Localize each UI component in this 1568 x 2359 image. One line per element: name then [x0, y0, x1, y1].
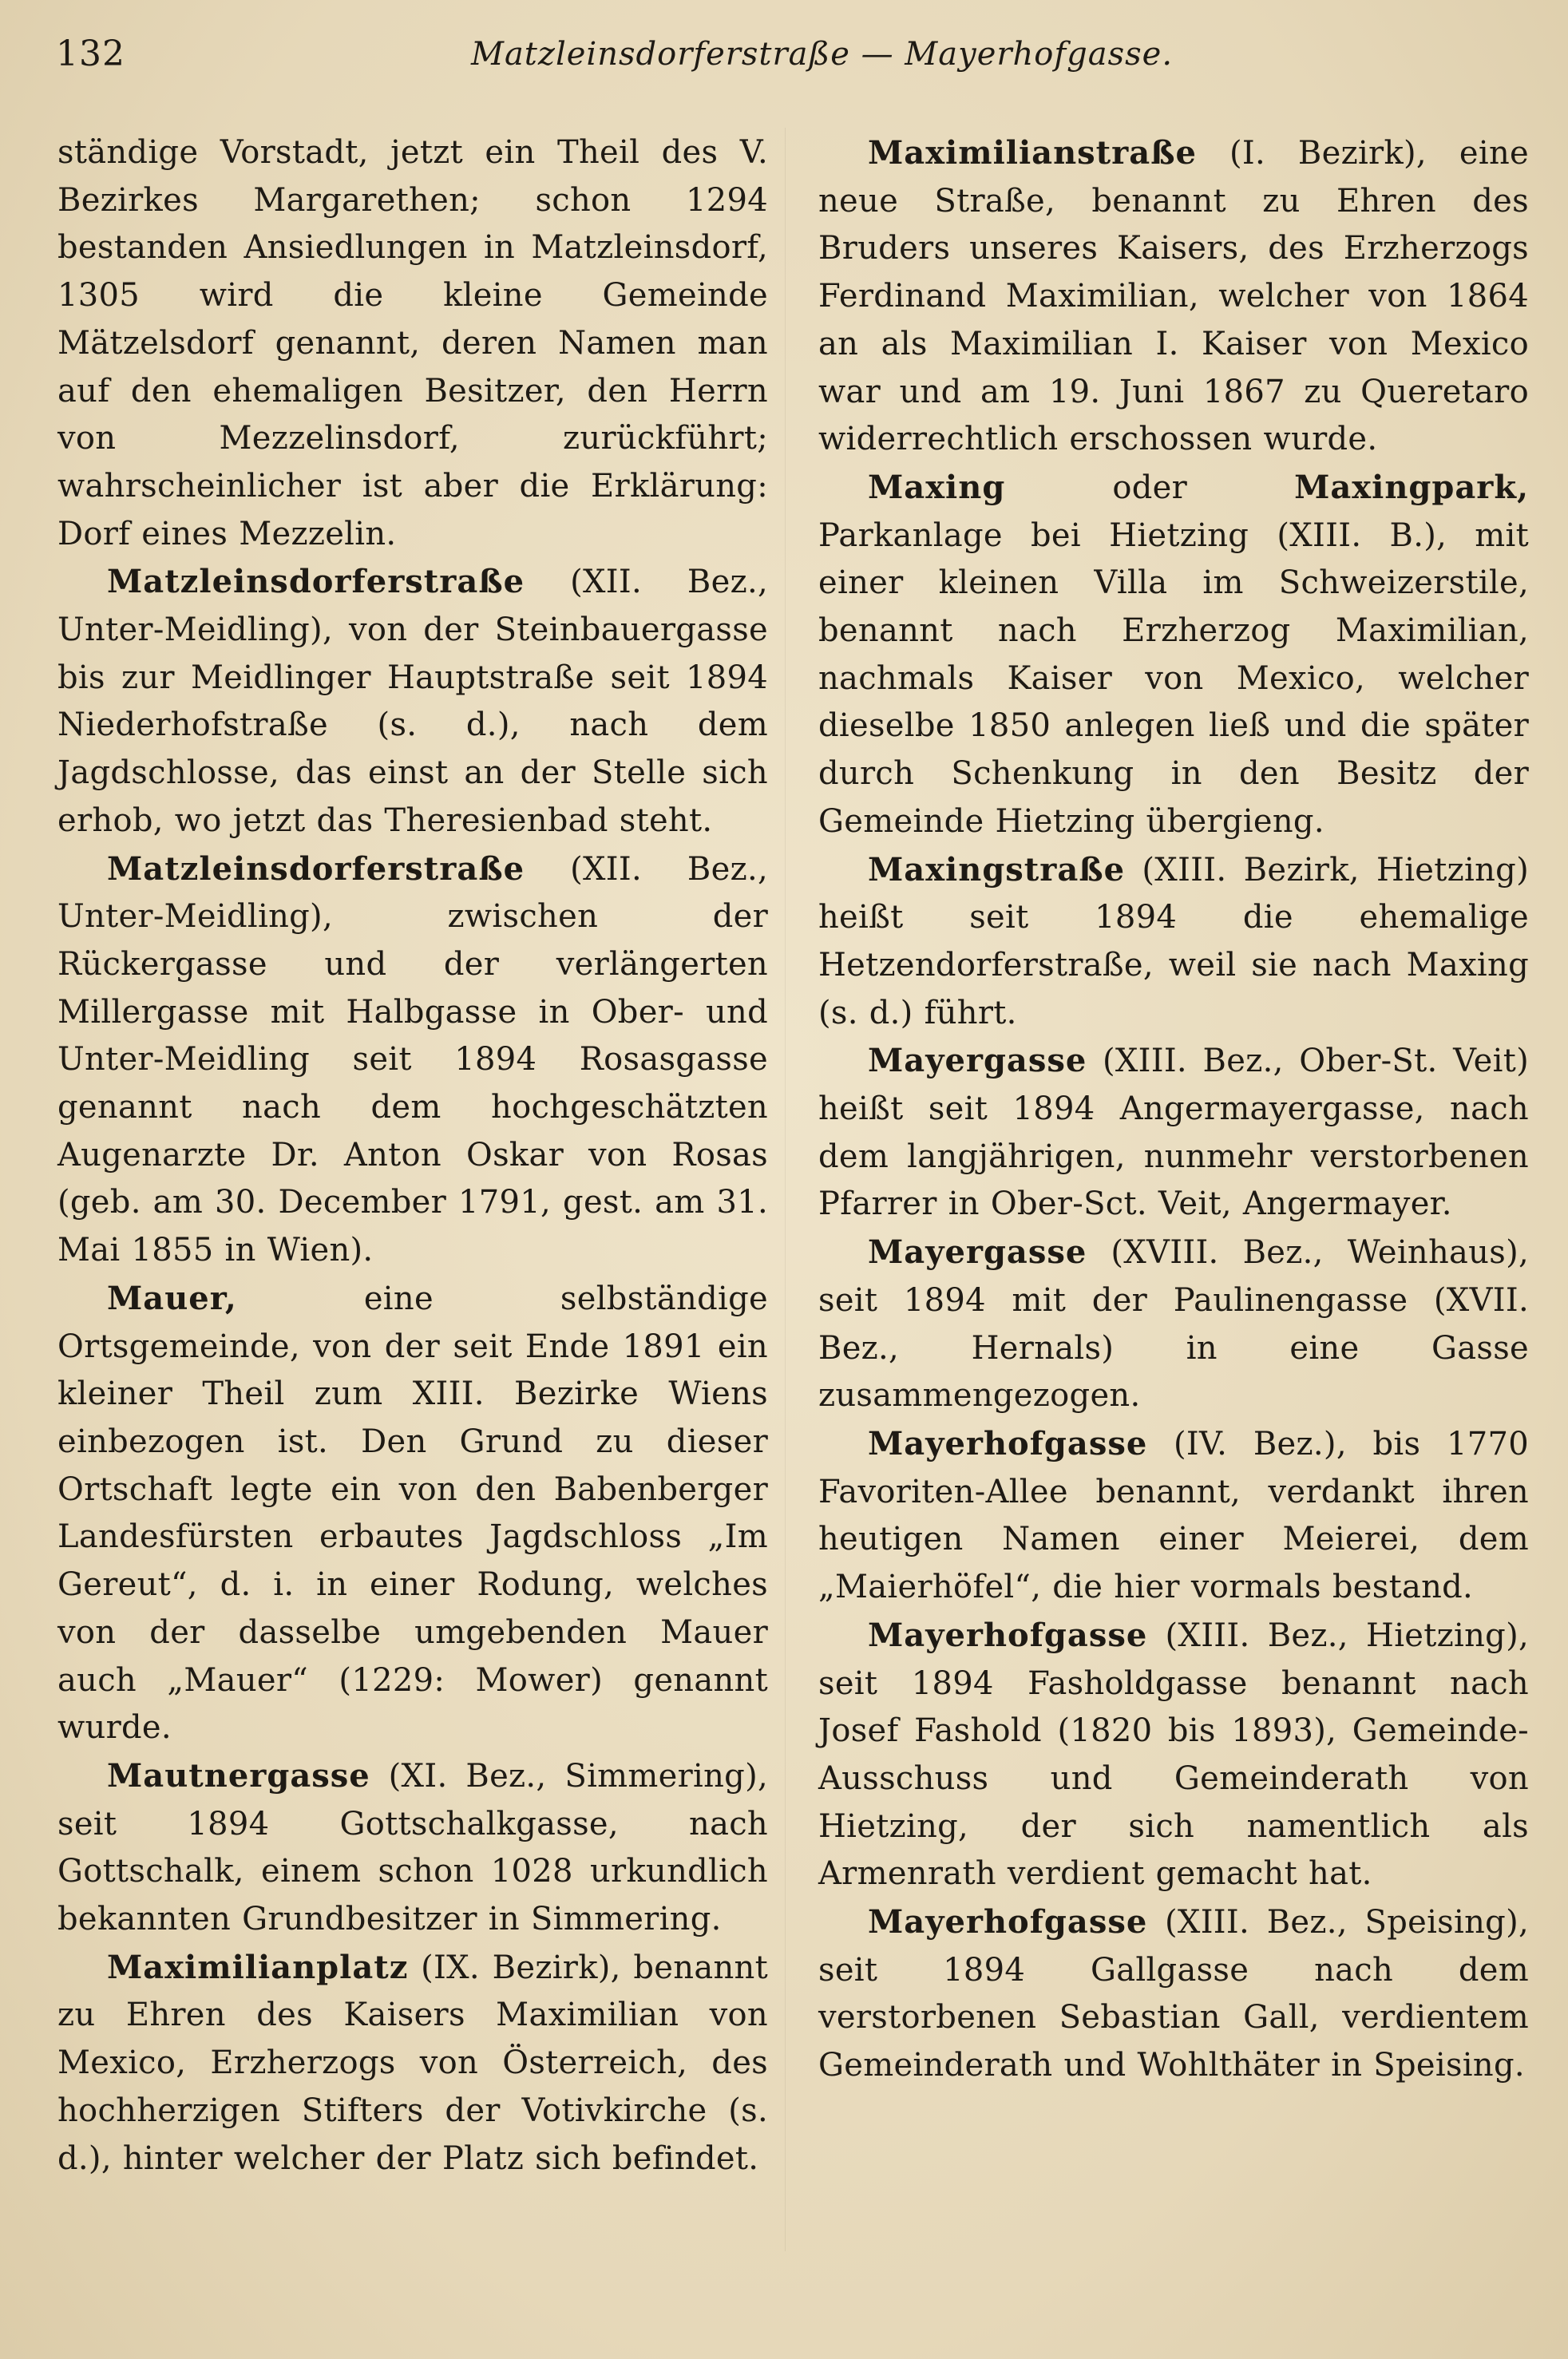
entry-lemma: Mayerhofgasse — [868, 1616, 1148, 1654]
entry-lemma: Mauer, — [107, 1279, 237, 1317]
entry-lemma: Matzleinsdorferstraße — [107, 849, 525, 888]
entry-lemma: Matzleinsdorferstraße — [107, 563, 525, 601]
entry-text: (I. Bezirk), eine neue Straße, benannt zu Ehren des Bruders unseres Kaisers, des Erzherzogs Ferdinand Maximilian, welcher von 1864 an als Maximilian I. Kaiser von Mexico war und am 19. Juni 1867 zu Queretaro widerrechtlich erschossen wurde. — [818, 135, 1529, 458]
dictionary-entry — [57, 845, 768, 1275]
entry-text: (XII. Bez., Unter-Meidling), zwischen der Rückergasse und der verlängerten Millergasse mit Halbgasse in Ober- und Unter-Meidling seit 1894 Rosasgasse genannt nach dem hochgeschätzten Augenarzte Dr. Anton Oskar von Rosas (geb. am 30. December 1791, gest. am 31. Mai 1855 in Wien). — [57, 850, 768, 1269]
right-column — [818, 129, 1529, 2090]
dictionary-entry — [818, 1898, 1529, 2090]
entry-lemma: Mayerhofgasse — [868, 1424, 1148, 1463]
left-column — [57, 129, 768, 2183]
entry-lemma: Maxingstraße — [868, 850, 1126, 889]
entry-lemma: Mayergasse — [868, 1042, 1087, 1080]
entry-lemma: Maximilianstraße — [868, 134, 1197, 172]
dictionary-entry — [57, 558, 768, 845]
dictionary-entry — [818, 1612, 1529, 1898]
entry-text: (XI. Bez., Simmering), seit 1894 Gottschalkgasse, nach Gottschalk, einem schon 1028 urkundlich bekannten Grundbesitzer in Simmering. — [57, 1757, 768, 1938]
entry-lemma-secondary: Maxingpark, — [1294, 468, 1529, 506]
entry-text: (XIII. Bez., Hietzing), seit 1894 Fasholdgasse benannt nach Josef Fashold (1820 bis 1893), Gemeinde-Ausschuss und Gemeinderath von Hietzing, der sich namentlich als Armenrath verdient gemacht hat. — [818, 1617, 1529, 1893]
dictionary-entry — [57, 1944, 768, 2183]
dictionary-entry — [818, 464, 1529, 846]
entry-text: (XVIII. Bez., Weinhaus), seit 1894 mit der Paulinengasse (XVII. Bez., Hernals) in eine Gasse zusammengezogen. — [818, 1234, 1529, 1415]
dictionary-entry — [57, 1275, 768, 1752]
entry-text: ständige Vorstadt, jetzt ein Theil des V. Bezirkes Margarethen; schon 1294 bestanden Ansiedlungen in Matzleinsdorf, 1305 wird die kleine Gemeinde Mätzelsdorf genannt, deren Namen man auf den ehemaligen Besitzer, den Herrn von Mezzelinsdorf, zurückführt; wahrscheinlicher ist aber die Erklärung: Dorf eines Mezzelin. — [57, 134, 768, 552]
dictionary-entry — [818, 1229, 1529, 1420]
entry-lemma: Maximilianplatz — [107, 1948, 409, 1986]
entry-lemma: Mayerhofgasse — [868, 1903, 1148, 1941]
entry-lemma: Mayergasse — [868, 1233, 1087, 1272]
page-header — [56, 30, 1525, 86]
page-number: 132 — [56, 34, 125, 74]
dictionary-entry — [818, 1420, 1529, 1612]
running-head: Matzleinsdorferstraße — Mayerhofgasse. — [471, 36, 1174, 73]
dictionary-entry — [57, 129, 768, 558]
dictionary-entry — [818, 1037, 1529, 1229]
entry-text: eine selbständige Ortsgemeinde, von der seit Ende 1891 ein kleiner Theil zum XIII. Bezirke Wiens einbezogen ist. Den Grund zu dieser Ortschaft legte ein von den Babenberger Landesfürsten erbautes Jagdschloss „Im Gereut“, d. i. in einer Rodung, welches von der dasselbe umgebenden Mauer auch „Mauer“ (1229: Mower) genannt wurde. — [57, 1280, 768, 1747]
entry-text: (XIII. Bezirk, Hietzing) heißt seit 1894 die ehemalige Hetzendorferstraße, weil sie nach Maxing (s. d.) führt. — [818, 851, 1529, 1031]
entry-text: (IX. Bezirk), benannt zu Ehren des Kaisers Maximilian von Mexico, Erzherzogs von Österreich, des hochherzigen Stifters der Votivkirche (s. d.), hinter welcher der Platz sich befindet. — [57, 1949, 768, 2177]
column-gutter — [785, 128, 786, 2251]
dictionary-entry — [57, 1752, 768, 1944]
entry-text: oder — [1005, 469, 1295, 506]
entry-text: (IV. Bez.), bis 1770 Favoriten-Allee benannt, verdankt ihren heutigen Namen einer Meierei, dem „Maierhöfel“, die hier vormals bestand. — [818, 1425, 1529, 1606]
dictionary-entry — [818, 129, 1529, 464]
entry-text: (XIII. Bez., Ober-St. Veit) heißt seit 1894 Angermayergasse, nach dem langjährigen, nunmehr verstorbenen Pfarrer in Ober-Sct. Veit, Angermayer. — [818, 1043, 1529, 1223]
entry-text: (XII. Bez., Unter-Meidling), von der Steinbauergasse bis zur Meidlinger Hauptstraße seit 1894 Niederhofstraße (s. d.), nach dem Jagdschlosse, das einst an der Stelle sich erhob, wo jetzt das Theresienbad steht. — [57, 564, 768, 839]
dictionary-entry — [818, 846, 1529, 1038]
entry-lemma: Maxing — [868, 468, 1006, 506]
entry-lemma: Mautnergasse — [107, 1756, 370, 1795]
entry-text: Parkanlage bei Hietzing (XIII. B.), mit einer kleinen Villa im Schweizerstile, benannt nach Erzherzog Maximilian, nachmals Kaiser von Mexico, welcher dieselbe 1850 anlegen ließ und die später durch Schenkung in den Besitz der Gemeinde Hietzing übergieng. — [818, 517, 1529, 840]
entry-text: (XIII. Bez., Speising), seit 1894 Gallgasse nach dem verstorbenen Sebastian Gall, verdientem Gemeinderath und Wohlthäter in Speising. — [818, 1904, 1529, 2084]
